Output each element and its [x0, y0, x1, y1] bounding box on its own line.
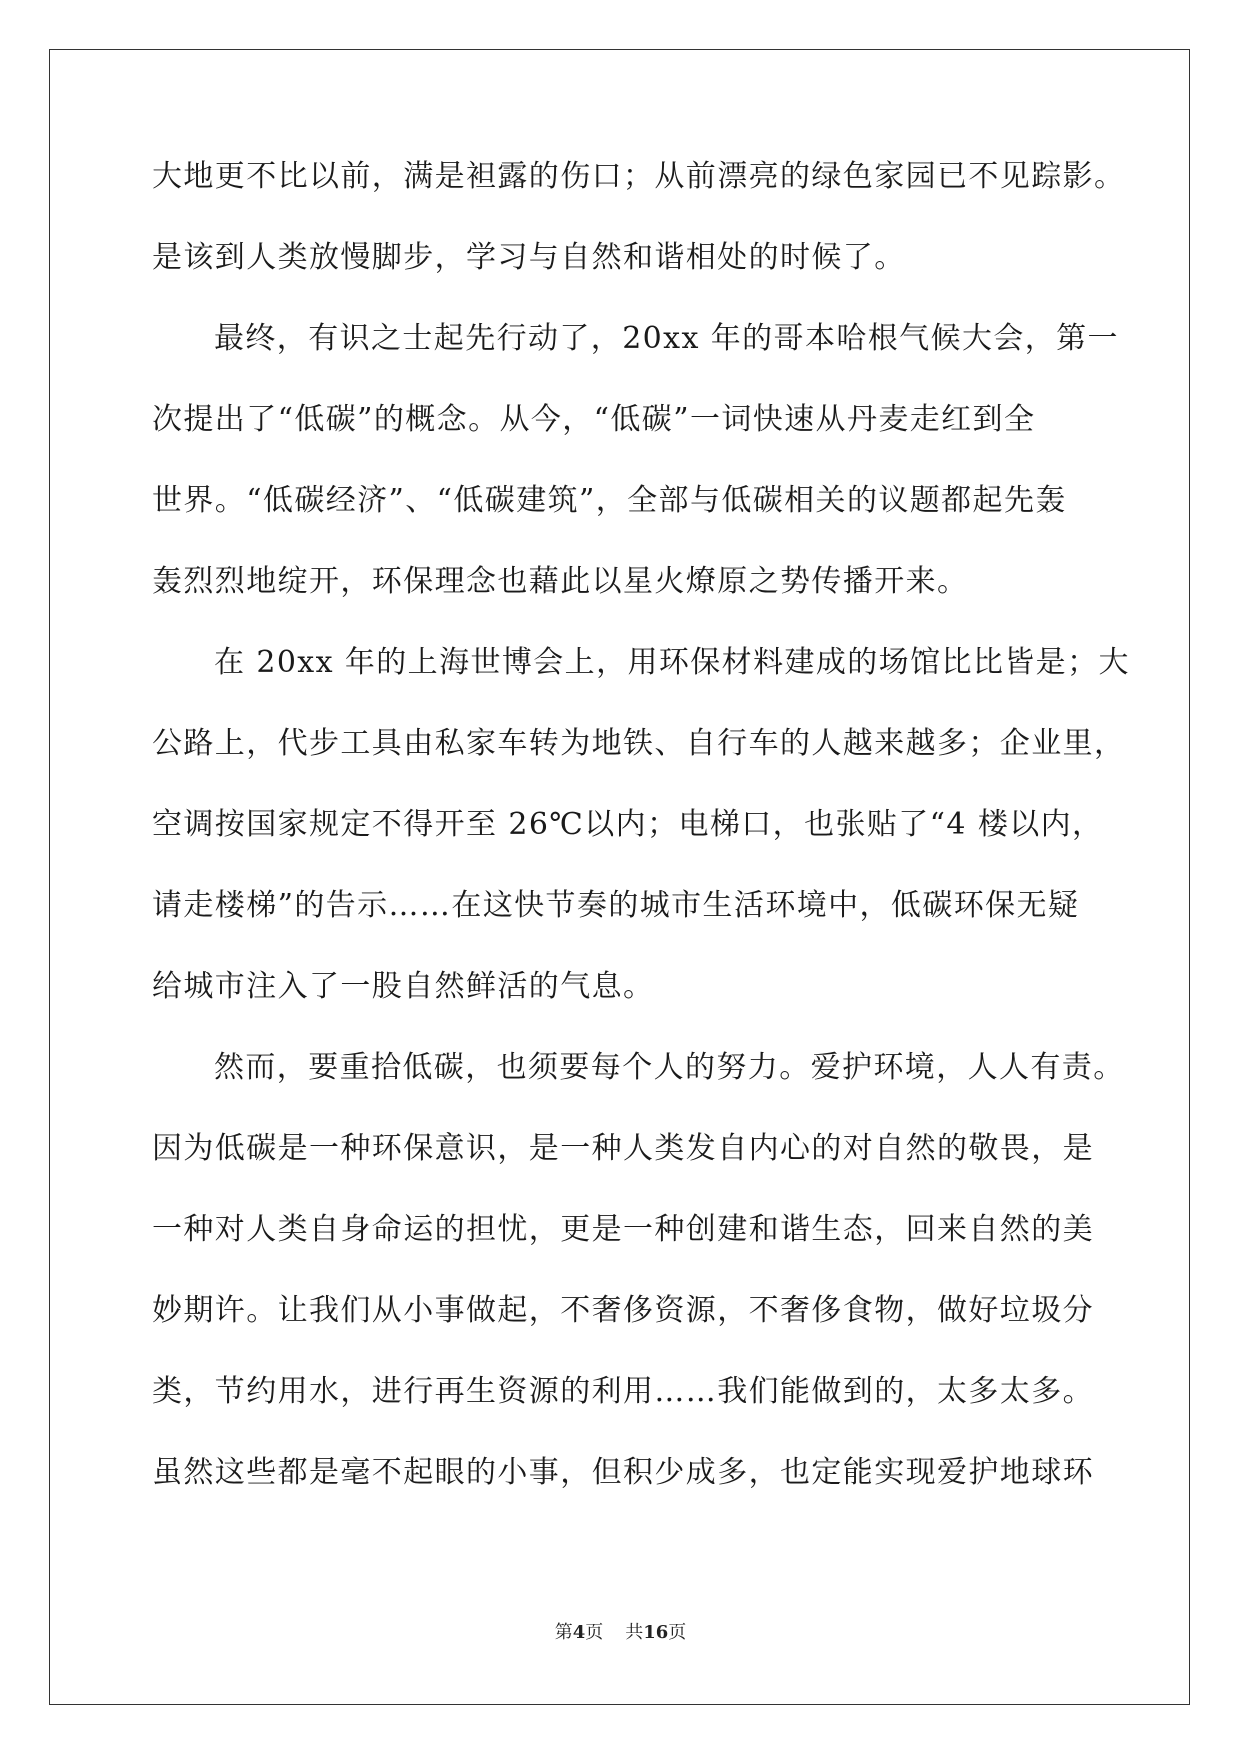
- page-prefix: 第: [554, 1622, 573, 1643]
- text-line: 请走楼梯”的告示……在这快节奏的城市生活环境中，低碳环保无疑: [152, 888, 1080, 923]
- text-line: 类，节约用水，进行再生资源的利用……我们能做到的，太多太多。: [152, 1374, 1094, 1409]
- text-line: 一种对人类自身命运的担忧，更是一种创建和谐生态，回来自然的美: [152, 1212, 1094, 1247]
- text-line: 次提出了“低碳”的概念。从今，“低碳”一词快速从丹麦走红到全: [152, 402, 1036, 437]
- text-line: 最终，有识之士起先行动了，20xx 年的哥本哈根气候大会，第一: [214, 321, 1119, 356]
- page-total: 16: [643, 1622, 669, 1643]
- text-line: 然而，要重拾低碳，也须要每个人的努力。爱护环境，人人有责。: [214, 1050, 1125, 1085]
- text-line: 是该到人类放慢脚步，学习与自然和谐相处的时候了。: [152, 240, 906, 275]
- text-line: 妙期许。让我们从小事做起，不奢侈资源，不奢侈食物，做好垃圾分: [152, 1293, 1094, 1328]
- total-suffix: 页: [668, 1622, 687, 1643]
- text-line: 世界。“低碳经济”、“低碳建筑”，全部与低碳相关的议题都起先轰: [152, 483, 1067, 518]
- text-line: 在 20xx 年的上海世博会上，用环保材料建成的场馆比比皆是；大: [214, 645, 1130, 680]
- text-line: 大地更不比以前，满是袒露的伤口；从前漂亮的绿色家园已不见踪影。: [152, 159, 1126, 194]
- page-footer: [0, 1618, 1241, 1644]
- page-current: 4: [572, 1622, 586, 1643]
- text-line: 因为低碳是一种环保意识，是一种人类发自内心的对自然的敬畏，是: [152, 1131, 1094, 1166]
- text-line: 虽然这些都是毫不起眼的小事，但积少成多，也定能实现爱护地球环: [152, 1455, 1094, 1490]
- text-line: 轰烈烈地绽开，环保理念也藉此以星火燎原之势传播开来。: [152, 564, 969, 599]
- page-suffix: 页: [585, 1622, 604, 1643]
- text-line: 空调按国家规定不得开至 26℃以内；电梯口，也张贴了“4 楼以内，: [152, 807, 1104, 842]
- text-line: 给城市注入了一股自然鲜活的气息。: [152, 969, 655, 1004]
- text-line: 公路上，代步工具由私家车转为地铁、自行车的人越来越多；企业里，: [152, 726, 1126, 761]
- document-body: [152, 158, 1130, 1535]
- total-prefix: 共: [625, 1622, 644, 1643]
